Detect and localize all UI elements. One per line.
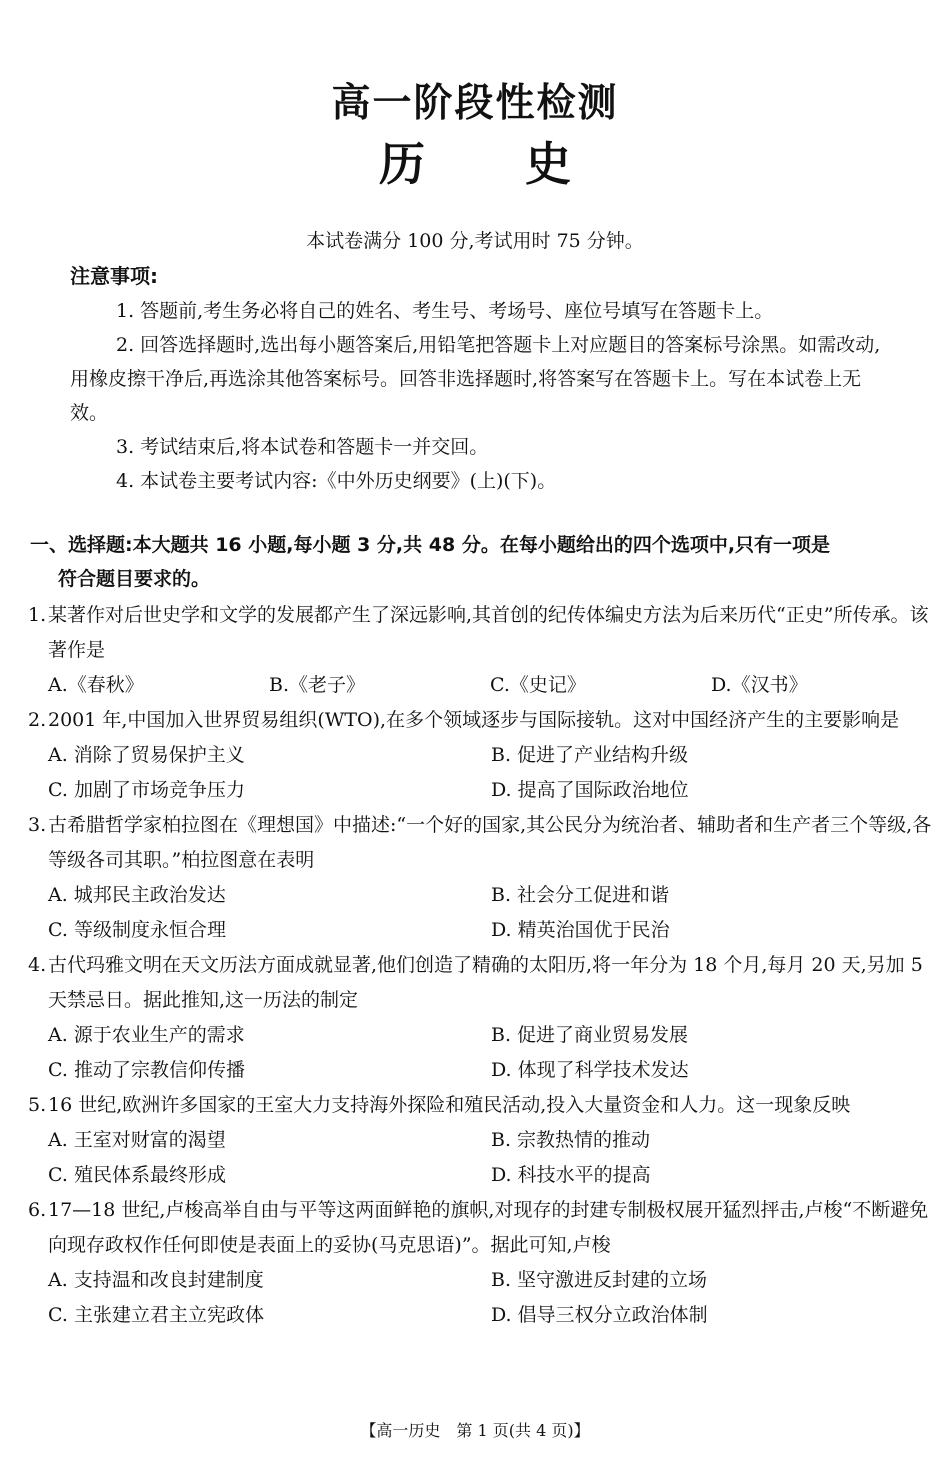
question-number: 5. bbox=[28, 1094, 47, 1116]
question-stem bbox=[28, 1088, 934, 1123]
option-c: C. 等级制度永恒合理 bbox=[48, 919, 226, 941]
option-a: A. 支持温和改良封建制度 bbox=[48, 1269, 264, 1291]
option-b: B.《老子》 bbox=[269, 674, 366, 696]
subject-char: 历 bbox=[379, 137, 425, 191]
question-4 bbox=[28, 948, 934, 1088]
option-a: A. 源于农业生产的需求 bbox=[48, 1024, 245, 1046]
question-text: 2001 年,中国加入世界贸易组织(WTO),在多个领域逐步与国际接轨。这对中国经济产生的主要影响是 bbox=[48, 709, 900, 731]
notice-item: 3. 考试结束后,将本试卷和答题卡一并交回。 bbox=[116, 436, 489, 458]
option-d: D. 科技水平的提高 bbox=[491, 1164, 651, 1186]
option-c: C. 加剧了市场竞争压力 bbox=[48, 779, 245, 801]
notice-item: 2. 回答选择题时,选出每小题答案后,用铅笔把答题卡上对应题目的答案标号涂黑。如需改动,用橡皮擦干净后,再选涂其他答案标号。回答非选择题时,将答案写在答题卡上。写在本试卷上无效。 bbox=[70, 334, 881, 424]
question-number: 3. bbox=[28, 814, 47, 836]
notice-heading: 注意事项: bbox=[70, 264, 158, 288]
question-list bbox=[28, 598, 934, 1333]
options-row bbox=[28, 773, 934, 808]
question-text: 古希腊哲学家柏拉图在《理想国》中描述:“一个好的国家,其公民分为统治者、辅助者和生产者三个等级,各等级各司其职。”柏拉图意在表明 bbox=[48, 814, 932, 871]
section-heading-line: 符合题目要求的。 bbox=[58, 568, 211, 590]
options-row bbox=[28, 878, 934, 913]
question-stem bbox=[28, 948, 934, 1018]
notice-item: 1. 答题前,考生务必将自己的姓名、考生号、考场号、座位号填写在答题卡上。 bbox=[116, 300, 774, 322]
question-stem bbox=[28, 1193, 934, 1263]
question-stem bbox=[28, 598, 934, 668]
question-text: 17—18 世纪,卢梭高举自由与平等这两面鲜艳的旗帜,对现存的封建专制极权展开猛烈抨击,卢梭“不断避免向现存政权作任何即使是表面上的妥协(马克思语)”。据此可知,卢梭 bbox=[48, 1199, 929, 1256]
question-text: 古代玛雅文明在天文历法方面成就显著,他们创造了精确的太阳历,将一年分为 18 个月,每月 20 天,另加 5 天禁忌日。据此推知,这一历法的制定 bbox=[48, 954, 923, 1011]
option-c: C. 推动了宗教信仰传播 bbox=[48, 1059, 245, 1081]
subject-title bbox=[0, 128, 950, 194]
options-row bbox=[28, 1018, 934, 1053]
options-row bbox=[28, 1053, 934, 1088]
options-row bbox=[28, 1158, 934, 1193]
question-number: 4. bbox=[28, 954, 47, 976]
options-row bbox=[28, 1263, 934, 1298]
question-number: 2. bbox=[28, 709, 47, 731]
option-b: B. 促进了商业贸易发展 bbox=[491, 1024, 689, 1046]
options-row bbox=[28, 668, 934, 703]
option-b: B. 坚守激进反封建的立场 bbox=[491, 1269, 708, 1291]
option-c: C.《史记》 bbox=[490, 674, 586, 696]
options-row bbox=[28, 738, 934, 773]
question-5 bbox=[28, 1088, 934, 1193]
subject-char: 史 bbox=[525, 137, 571, 191]
option-d: D. 精英治国优于民治 bbox=[491, 919, 670, 941]
section-heading bbox=[30, 528, 932, 596]
option-a: A. 消除了贸易保护主义 bbox=[48, 744, 245, 766]
section-heading-line: 一、选择题:本大题共 16 小题,每小题 3 分,共 48 分。在每小题给出的四个选项中,只有一项是 bbox=[30, 534, 831, 556]
options-row bbox=[28, 1123, 934, 1158]
option-d: D.《汉书》 bbox=[711, 674, 808, 696]
question-text: 16 世纪,欧洲许多国家的王室大力支持海外探险和殖民活动,投入大量资金和人力。这一现象反映 bbox=[48, 1094, 851, 1116]
notice-item: 4. 本试卷主要考试内容:《中外历史纲要》(上)(下)。 bbox=[116, 470, 557, 492]
option-d: D. 提高了国际政治地位 bbox=[491, 779, 689, 801]
option-c: C. 主张建立君主立宪政体 bbox=[48, 1304, 264, 1326]
option-a: A.《春秋》 bbox=[48, 674, 144, 696]
notice-list bbox=[70, 294, 890, 498]
exam-title: 高一阶段性检测 bbox=[331, 81, 619, 126]
question-number: 6. bbox=[28, 1199, 47, 1221]
question-6 bbox=[28, 1193, 934, 1333]
page-footer: 【高一历史 第 1 页(共 4 页)】 bbox=[360, 1421, 590, 1440]
question-1 bbox=[28, 598, 934, 703]
option-a: A. 王室对财富的渴望 bbox=[48, 1129, 226, 1151]
exam-info: 本试卷满分 100 分,考试用时 75 分钟。 bbox=[306, 230, 644, 252]
option-d: D. 体现了科学技术发达 bbox=[491, 1059, 689, 1081]
option-b: B. 社会分工促进和谐 bbox=[491, 884, 670, 906]
question-number: 1. bbox=[28, 604, 47, 626]
options-row bbox=[28, 1298, 934, 1333]
question-3 bbox=[28, 808, 934, 948]
option-d: D. 倡导三权分立政治体制 bbox=[491, 1304, 708, 1326]
option-c: C. 殖民体系最终形成 bbox=[48, 1164, 226, 1186]
options-row bbox=[28, 913, 934, 948]
question-text: 某著作对后世史学和文学的发展都产生了深远影响,其首创的纪传体编史方法为后来历代“正史”所传承。该著作是 bbox=[48, 604, 929, 661]
option-b: B. 宗教热情的推动 bbox=[491, 1129, 651, 1151]
question-stem bbox=[28, 703, 934, 738]
option-b: B. 促进了产业结构升级 bbox=[491, 744, 689, 766]
question-2 bbox=[28, 703, 934, 808]
option-a: A. 城邦民主政治发达 bbox=[48, 884, 226, 906]
question-stem bbox=[28, 808, 934, 878]
